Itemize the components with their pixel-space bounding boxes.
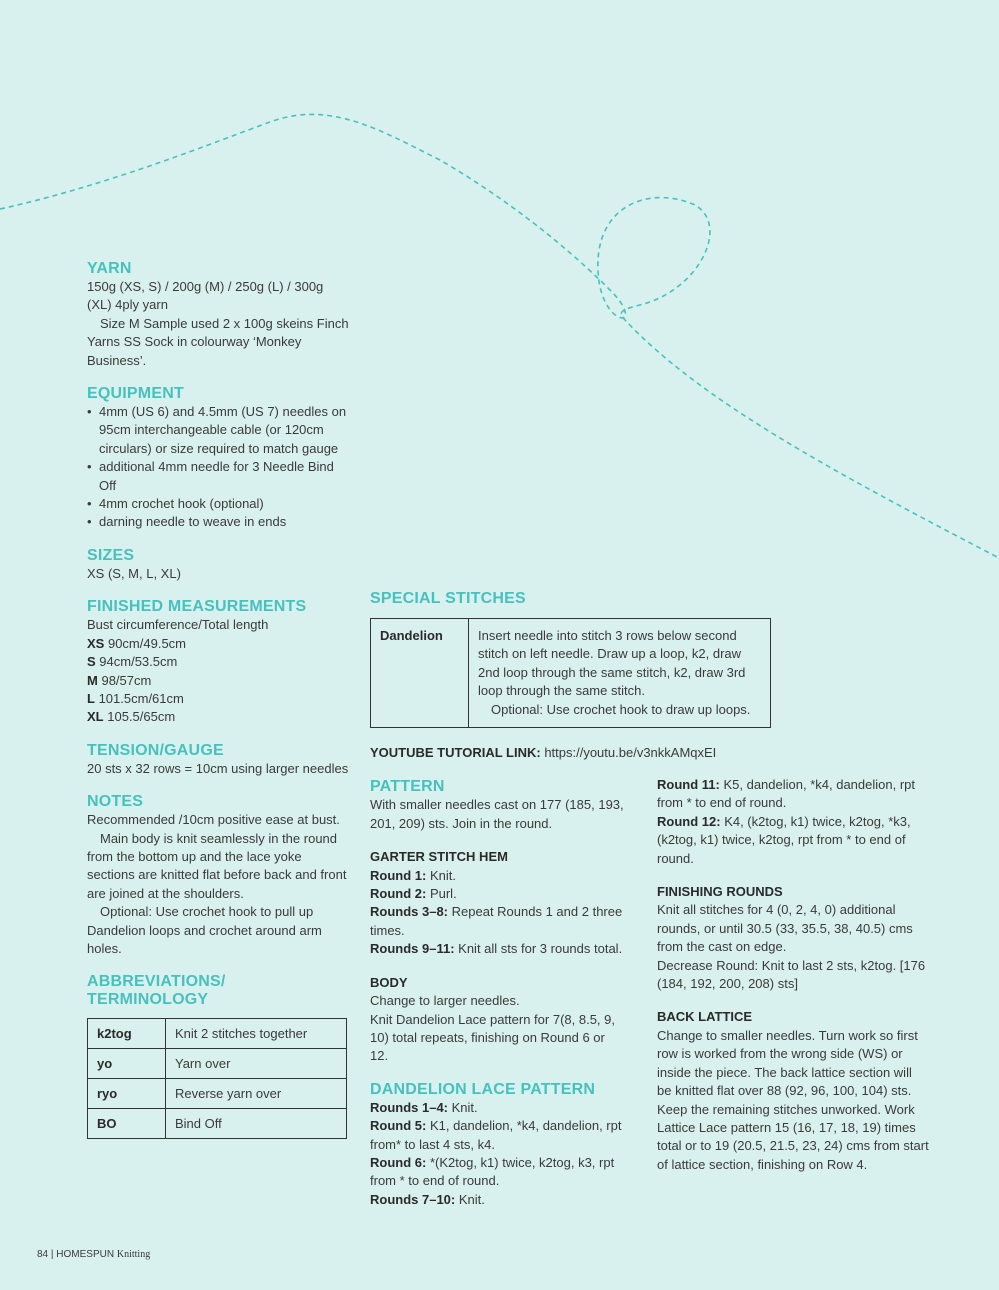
body-heading: BODY <box>370 974 408 990</box>
notes-paragraph: Optional: Use crochet hook to pull up Dandelion loops and crochet around arm holes. <box>87 904 322 956</box>
equipment-item: • 4mm crochet hook (optional) <box>87 495 349 513</box>
instruction-label: Round 2: <box>370 886 427 902</box>
equipment-item: • additional 4mm needle for 3 Needle Bind Off <box>87 458 349 495</box>
measurement-value: 90cm/49.5cm <box>107 635 187 651</box>
sizes-section <box>87 547 349 583</box>
measurement-size: M <box>87 672 98 688</box>
instruction-text: K4, (k2tog, k1) twice, k2tog, *k3, (k2tog, k1) twice, k2tog, rpt from * to end of round. <box>657 813 911 866</box>
equipment-list <box>87 403 349 532</box>
youtube-link-line <box>370 744 780 762</box>
measurement-row <box>87 672 349 690</box>
instruction-label: Rounds 1–4: <box>370 1099 449 1115</box>
lace-heading: DANDELION LACE PATTERN <box>370 1080 596 1098</box>
stitch-description-cell <box>469 619 771 728</box>
measurement-size: XL <box>87 709 104 725</box>
measurement-value: 98/57cm <box>101 672 152 688</box>
tension-heading: TENSION/GAUGE <box>87 741 224 759</box>
measurements-section <box>87 598 349 726</box>
body-paragraph: Knit Dandelion Lace pattern for 7(8, 8.5, 9, 10) total repeats, finishing on Round 6 or 12. <box>370 1011 615 1064</box>
table-row <box>88 1079 347 1109</box>
instruction-text: K5, dandelion, *k4, dandelion, rpt from * to end of round. <box>657 777 915 811</box>
instruction-text: Knit. <box>429 867 456 883</box>
instruction-label: Rounds 3–8: <box>370 904 449 920</box>
notes-heading: NOTES <box>87 793 144 811</box>
abbreviations-section <box>87 973 349 1139</box>
instruction-row <box>370 1099 626 1117</box>
table-row <box>88 1049 347 1079</box>
abbr-value: Bind Off <box>166 1109 347 1139</box>
instruction-label: Round 1: <box>370 867 427 883</box>
yarn-sample: Size M Sample used 2 x 100g skeins Finch Yarns SS Sock in colourway ‘Monkey Business’. <box>87 315 349 368</box>
special-stitches-heading: SPECIAL STITCHES <box>370 590 526 607</box>
stitch-description: Insert needle into stitch 3 rows below second stitch on left needle. Draw up a loop, k2, draw 2nd loop through the same stitch, k2, draw 3rd loop through the same stitch. <box>478 628 746 699</box>
left-column <box>87 260 349 1139</box>
notes-paragraph: Recommended /10cm positive ease at bust. <box>87 812 340 828</box>
equipment-heading: EQUIPMENT <box>87 385 184 403</box>
abbr-key: BO <box>88 1109 166 1139</box>
abbr-key: yo <box>88 1049 166 1079</box>
instruction-row <box>370 1191 626 1209</box>
back-lattice-text: Change to smaller needles. Turn work so first row is worked from the wrong side (WS) or inside the piece. The back lattice section will be knitted flat over 88 (92, 96, 100, 104) sts. Keep the remaining stitches unworked. Work Lattice Lace pattern 15 (16, 17, 18, 19) times total or to 19 (20.5, 21.5, 23, 24) cms from start of lattice section, finishing on Row 4. <box>657 1027 929 1172</box>
instruction-text: Knit. <box>458 1191 485 1207</box>
footer-brand: HOMESPUN <box>56 1249 115 1260</box>
stitch-name: Dandelion <box>371 619 469 728</box>
instruction-label: Rounds 9–11: <box>370 941 455 957</box>
instruction-text: Knit. <box>451 1099 478 1115</box>
youtube-label: YOUTUBE TUTORIAL LINK: <box>370 745 541 761</box>
instruction-label: Round 12: <box>657 813 721 829</box>
abbreviations-heading: ABBREVIATIONS/ TERMINOLOGY <box>87 973 226 1009</box>
abbr-value: Reverse yarn over <box>166 1079 347 1109</box>
abbr-key: k2tog <box>88 1019 166 1049</box>
finishing-paragraph: Decrease Round: Knit to last 2 sts, k2tog. [176 (184, 192, 200, 208) sts] <box>657 957 926 992</box>
finishing-paragraph: Knit all stitches for 4 (0, 2, 4, 0) additional rounds, or until 30.5 (33, 35.5, 38, 40.5) cms from the cast on edge. <box>657 902 913 955</box>
measurement-value: 101.5cm/61cm <box>98 690 184 706</box>
tension-text: 20 sts x 32 rows = 10cm using larger needles <box>87 760 349 776</box>
table-row <box>371 619 771 728</box>
finishing-heading: FINISHING ROUNDS <box>657 884 783 900</box>
equipment-section <box>87 385 349 532</box>
measurements-heading: FINISHED MEASUREMENTS <box>87 598 307 616</box>
abbr-key: ryo <box>88 1079 166 1109</box>
instruction-label: Rounds 7–10: <box>370 1191 456 1207</box>
measurement-size: L <box>87 690 95 706</box>
page-footer <box>37 1246 150 1264</box>
equipment-item: • 4mm (US 6) and 4.5mm (US 7) needles on 95cm interchangeable cable (or 120cm circulars) or size required to match gauge <box>87 403 349 458</box>
instruction-text: Repeat Rounds 1 and 2 three times. <box>370 904 623 938</box>
measurement-row <box>87 690 349 708</box>
pattern-instructions <box>370 778 626 1209</box>
right-column <box>657 776 929 1174</box>
finishing-section <box>657 883 929 993</box>
instruction-text: Knit all sts for 3 rounds total. <box>458 941 623 957</box>
back-lattice-section <box>657 1008 929 1174</box>
instruction-row <box>370 885 626 903</box>
instruction-text: Purl. <box>429 886 457 902</box>
garter-heading: GARTER STITCH HEM <box>370 849 508 865</box>
stitch-optional: Optional: Use crochet hook to draw up loops. <box>491 701 751 717</box>
sizes-text: XS (S, M, L, XL) <box>87 565 181 581</box>
measurement-value: 105.5/65cm <box>107 709 176 725</box>
body-section <box>370 974 626 1066</box>
instruction-row <box>370 903 626 940</box>
notes-section <box>87 793 349 958</box>
youtube-url[interactable]: https://youtu.be/v3nkkAMqxEI <box>544 745 717 761</box>
sizes-heading: SIZES <box>87 546 135 564</box>
garter-section <box>370 848 626 958</box>
measurement-row <box>87 708 349 726</box>
instruction-text: K1, dandelion, *k4, dandelion, rpt from* to last 4 sts, k4. <box>370 1118 622 1152</box>
instruction-row <box>657 776 929 813</box>
measurements-intro: Bust circumference/Total length <box>87 617 269 633</box>
pattern-heading: PATTERN <box>370 778 445 796</box>
abbreviations-table <box>87 1018 347 1139</box>
yarn-heading: YARN <box>87 260 132 277</box>
footer-section: Knitting <box>116 1249 151 1260</box>
special-stitches-table <box>370 618 771 728</box>
measurement-value: 94cm/53.5cm <box>99 654 178 670</box>
instruction-label: Round 11: <box>657 777 720 792</box>
instruction-row <box>370 1154 626 1191</box>
measurement-size: XS <box>87 635 105 651</box>
table-row <box>88 1109 347 1139</box>
pattern-text: With smaller needles cast on 177 (185, 193, 201, 209) sts. Join in the round. <box>370 797 624 831</box>
page-number: 84 <box>37 1249 49 1260</box>
instruction-text: *(K2tog, k1) twice, k2tog, k3, rpt from * to end of round. <box>370 1154 615 1189</box>
abbr-value: Yarn over <box>166 1049 347 1079</box>
instruction-label: Round 5: <box>370 1118 427 1134</box>
lace-continued <box>657 776 929 868</box>
tension-section <box>87 742 349 778</box>
body-paragraph: Change to larger needles. <box>370 993 520 1009</box>
pattern-section <box>370 778 626 833</box>
measurement-row <box>87 635 349 653</box>
special-stitches-section <box>370 590 780 728</box>
abbr-value: Knit 2 stitches together <box>166 1019 347 1049</box>
footer-separator: | <box>50 1249 54 1260</box>
table-row <box>88 1019 347 1049</box>
yarn-weights: 150g (XS, S) / 200g (M) / 250g (L) / 300g (XL) 4ply yarn <box>87 279 324 313</box>
back-lattice-heading: BACK LATTICE <box>657 1009 753 1025</box>
equipment-item: • darning needle to weave in ends <box>87 513 349 531</box>
instruction-row <box>370 867 626 885</box>
instruction-row <box>657 813 929 868</box>
measurement-row <box>87 653 349 671</box>
instruction-row <box>370 940 626 958</box>
notes-paragraph: Main body is knit seamlessly in the round from the bottom up and the lace yoke sections are knitted flat before back and front are joined at the shoulders. <box>87 830 347 901</box>
lace-section <box>370 1081 626 1209</box>
measurement-size: S <box>87 654 96 670</box>
instruction-label: Round 6: <box>370 1154 427 1170</box>
yarn-section <box>87 260 349 370</box>
instruction-row <box>370 1117 626 1154</box>
